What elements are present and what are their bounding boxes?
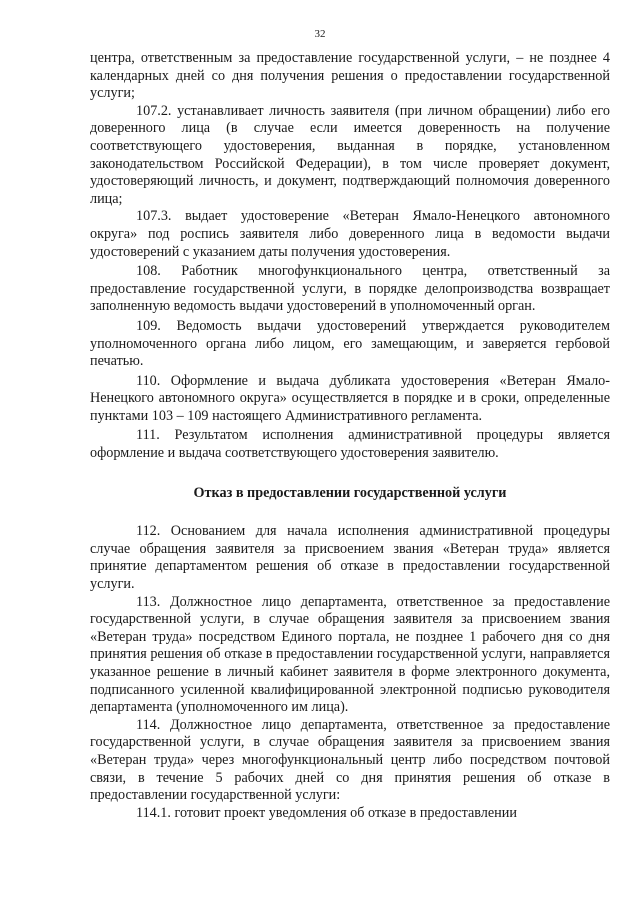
document-body [90, 50, 610, 822]
paragraph-108: 108. Работник многофункционального центра, ответственный за предоставление государственной услуги, в порядке делопроизводства возвращает заполненную ведомость выдачи удостоверений в уполномоченный орган. [90, 263, 610, 315]
paragraph-107-3: 107.3. выдает удостоверение «Ветеран Ямало-Ненецкого автономного округа» под роспись заявителя либо доверенного лица в ведомости выдачи удостоверений с указанием даты получения удостоверения. [90, 208, 610, 260]
paragraph-111: 111. Результатом исполнения административной процедуры является оформление и выдача соответствующего удостоверения заявителю. [90, 427, 610, 462]
paragraph-110: 110. Оформление и выдача дубликата удостоверения «Ветеран Ямало-Ненецкого автономного округа» осуществляется в порядке и в сроки, определенные пунктами 103 – 109 настоящего Административного регламента. [90, 372, 610, 424]
paragraph-114: 114. Должностное лицо департамента, ответственное за предоставление государственной услуги, в случае обращения заявителя за присвоением звания «Ветеран труда» через многофункциональный центр либо посредством почтовой связи, в течение 5 рабочих дней со дня принятия решения об отказе в предоставлении государственной услуги: [90, 716, 610, 804]
paragraph-107-2: 107.2. устанавливает личность заявителя (при личном обращении) либо его доверенного лица (в случае если имеется доверенность на получение соответствующего удостоверения, выданная в порядке, установленном законодательством Российской Федерации), в том числе проверяет документ, удостоверяющий личность, и документ, подтверждающий полномочия доверенного лица; [90, 102, 610, 207]
paragraph-112: 112. Основанием для начала исполнения административной процедуры случае обращения заявителя за присвоением звания «Ветеран труда» является принятие департаментом решения об отказе в предоставлении государственной услуги. [90, 523, 610, 593]
paragraph-114-1: 114.1. готовит проект уведомления об отказе в предоставлении [136, 804, 517, 821]
paragraph-109: 109. Ведомость выдачи удостоверений утверждается руководителем уполномоченного органа либо лицом, его замещающим, и заверяется гербовой печатью. [90, 317, 610, 370]
page-number: 32 [314, 28, 326, 40]
paragraph-continuation: центра, ответственным за предоставление государственной услуги, – не позднее 4 календарных дней со дня получения решения о предоставлении государственной услуги; [90, 50, 610, 102]
paragraph-113: 113. Должностное лицо департамента, ответственное за предоставление государственной услуги, в случае обращения заявителя за присвоением звания «Ветеран труда» посредством Единого портала, не позднее 1 рабочего дня со дня принятия решения об отказе в предоставлении государственной услуги, направляется указанное решение в личный кабинет заявителя в форме электронного документа, подписанного усиленной квалифицированной электронной подписью руководителя департамента (уполномоченного им лица). [90, 593, 610, 716]
section-heading: Отказ в предоставлении государственной услуги [193, 484, 507, 501]
